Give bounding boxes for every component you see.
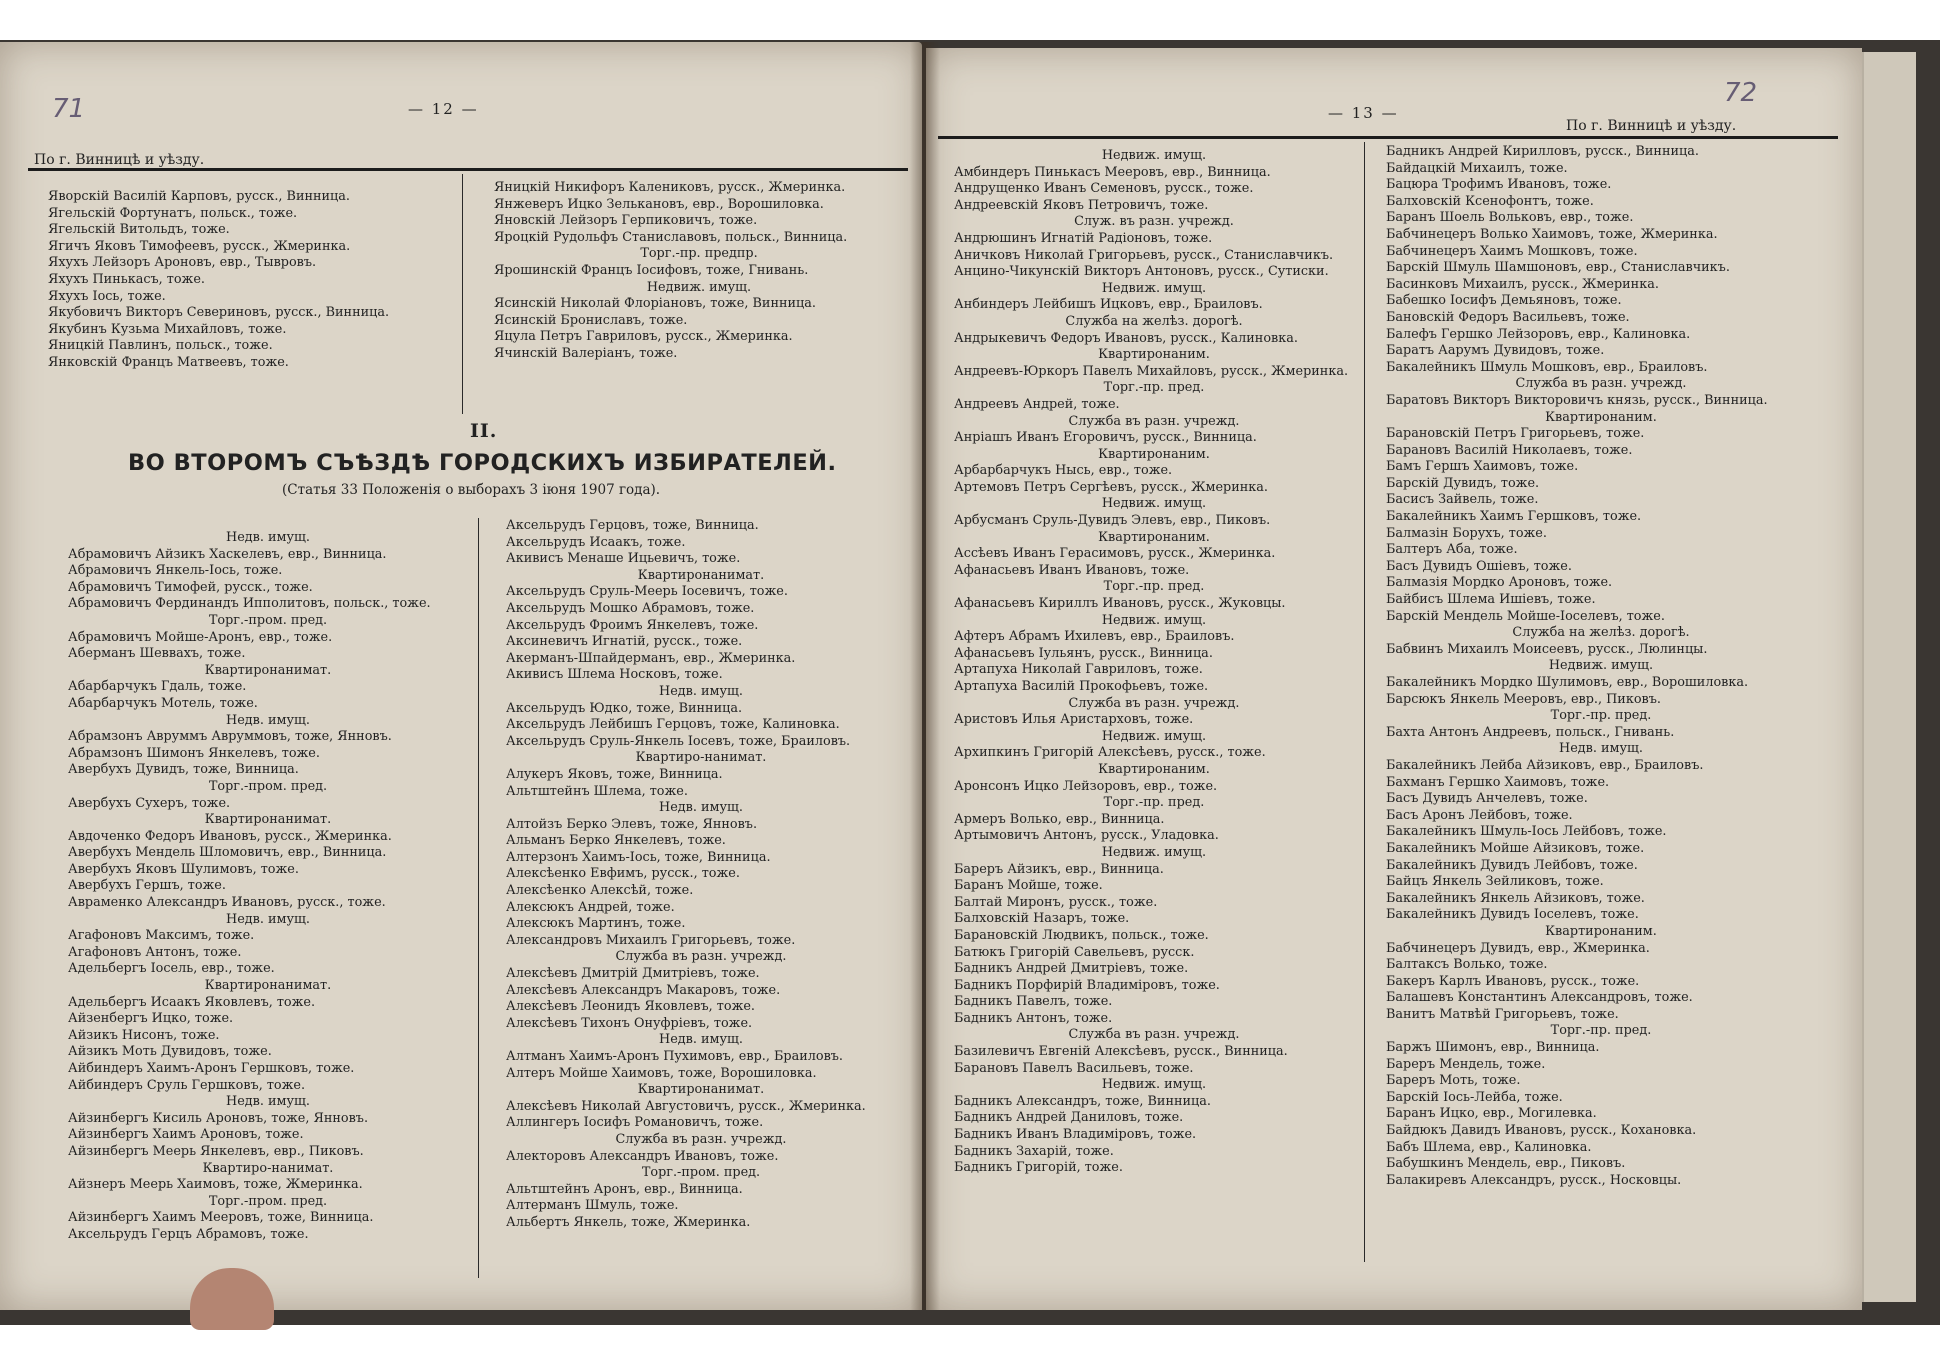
voter-entry: Бацюра Трофимъ Ивановъ, тоже. xyxy=(1386,177,1612,193)
category-subheading: Недвиж. имущ. xyxy=(1101,612,1207,628)
voter-entry: Абарбарчукъ Мотель, тоже. xyxy=(68,695,258,711)
category-subheading: Квартиро-нанимат. xyxy=(202,1160,334,1176)
voter-entry: Аксельрудъ Лейбишъ Герцовъ, тоже, Калиновка. xyxy=(506,717,840,733)
voter-entry: Бадникъ Захарій, тоже. xyxy=(954,1143,1114,1159)
column-divider-bottom-left xyxy=(478,518,479,1278)
voter-entry: Аксельрудъ Исаакъ, тоже. xyxy=(506,534,686,550)
right-page xyxy=(926,48,1862,1310)
voter-entry: Бамъ Гершъ Хаимовъ, тоже. xyxy=(1386,459,1579,475)
voter-entry: Барскій Дувидъ, тоже. xyxy=(1386,475,1540,491)
voter-entry: Байцъ Янкель Зейликовъ, тоже. xyxy=(1386,874,1604,890)
voter-entry: Айзинбергъ Меерь Янкелевъ, евр., Пиковъ. xyxy=(68,1143,364,1159)
category-subheading: Квартиронаним. xyxy=(1098,761,1210,777)
voter-entry: Авербухъ Мендель Шломовичъ, евр., Винница. xyxy=(68,845,387,861)
column-6 xyxy=(1386,144,1816,1189)
voter-entry: Яроцкій Рудольфъ Станиславовъ, польск., Винница. xyxy=(494,229,848,245)
voter-entry: Афанасьевъ Іульянъ, русск., Винница. xyxy=(954,645,1213,661)
voter-entry: Андрыкевичъ Федоръ Ивановъ, русск., Калиновка. xyxy=(954,330,1298,346)
voter-entry: Артапуха Василій Прокофьевъ, тоже. xyxy=(954,679,1209,694)
voter-entry: Аллингеръ Іосифъ Романовичъ, тоже. xyxy=(506,1115,764,1131)
voter-entry: Анбиндеръ Лейбишъ Ицковъ, евр., Браиловъ. xyxy=(954,297,1263,313)
pencil-mark-left: 71 xyxy=(52,94,86,124)
voter-entry: Аксельрудъ Герцъ Абрамовъ, тоже. xyxy=(68,1226,309,1242)
voter-entry: Алтманъ Хаимъ-Аронъ Пухимовъ, евр., Браиловъ. xyxy=(506,1049,843,1064)
voter-entry: Архипкинъ Григорій Алексѣевъ, русск., тоже. xyxy=(954,745,1266,761)
category-subheading: Недв. имущ. xyxy=(226,712,310,728)
voter-entry: Агафоновъ Максимъ, тоже. xyxy=(68,928,255,944)
voter-entry: Бановскій Федоръ Васильевъ, тоже. xyxy=(1386,309,1630,325)
voter-entry: Аксельрудъ Сруль-Янкель Іосевъ, тоже, Браиловъ. xyxy=(506,733,851,749)
voter-entry: Аксельрудъ Герцовъ, тоже, Винница. xyxy=(506,518,759,533)
category-subheading: Квартиронаним. xyxy=(1545,923,1657,939)
voter-entry: Андреевъ Андрей, тоже. xyxy=(954,396,1120,412)
category-subheading: Недвиж. имущ. xyxy=(1548,658,1654,674)
voter-entry: Бадникъ Андрей Даниловъ, тоже. xyxy=(954,1110,1184,1126)
column-2 xyxy=(494,180,904,363)
category-subheading: Торг.-пр. пред. xyxy=(1550,708,1652,724)
category-subheading: Служба въ разн. учрежд. xyxy=(1515,376,1687,392)
voter-entry: Адельбергъ Іосель, евр., тоже. xyxy=(68,961,275,977)
category-subheading: Квартиронанимат. xyxy=(204,978,332,994)
voter-entry: Баржъ Шимонъ, евр., Винница. xyxy=(1386,1040,1600,1056)
category-subheading: Недвиж. имущ. xyxy=(1101,728,1207,744)
voter-entry: Айзикъ Моть Дувидовъ, тоже. xyxy=(68,1044,272,1060)
category-subheading: Служба въ разн. учрежд. xyxy=(1068,695,1240,711)
voter-entry: Алтерзонъ Хаимъ-Іось, тоже, Винница. xyxy=(506,849,771,865)
voter-entry: Бадникъ Порфирій Владиміровъ, тоже. xyxy=(954,977,1220,993)
voter-entry: Авербухъ Сухеръ, тоже. xyxy=(68,795,231,811)
voter-entry: Баранъ Ицко, евр., Могилевка. xyxy=(1386,1106,1597,1122)
category-subheading: Квартиронаним. xyxy=(1098,529,1210,545)
voter-entry: Бабъ Шлема, евр., Калиновка. xyxy=(1386,1139,1592,1155)
category-subheading: Служба въ разн. учрежд. xyxy=(615,949,787,965)
category-subheading: Недв. имущ. xyxy=(659,683,743,699)
voter-entry: Балмазія Мордко Ароновъ, тоже. xyxy=(1386,575,1613,591)
voter-entry: Басисъ Зайвель, тоже. xyxy=(1386,492,1539,508)
voter-entry: Барскій Мендель Мойше-Іоселевъ, тоже. xyxy=(1386,608,1665,624)
category-subheading: Недв. имущ. xyxy=(226,530,310,545)
voter-entry: Альбертъ Янкель, тоже, Жмеринка. xyxy=(506,1214,751,1230)
category-subheading: Недвиж. имущ. xyxy=(1101,496,1207,512)
voter-entry: Барановъ Павелъ Васильевъ, тоже. xyxy=(954,1060,1194,1076)
voter-entry: Акерманъ-Шпайдерманъ, евр., Жмеринка. xyxy=(506,650,796,666)
voter-entry: Анцино-Чикунскій Викторъ Антоновъ, русск., Сутиски. xyxy=(954,264,1329,280)
voter-entry: Аксельрудъ Сруль-Меерь Іосевичъ, тоже. xyxy=(506,584,788,600)
voter-entry: Аберманъ Шеввахъ, тоже. xyxy=(68,646,246,662)
voter-entry: Айзикъ Нисонъ, тоже. xyxy=(68,1027,220,1043)
voter-entry: Бакалейникъ Лейба Айзиковъ, евр., Браиловъ. xyxy=(1386,757,1704,773)
column-3 xyxy=(68,530,468,1244)
voter-entry: Барановскій Петръ Григорьевъ, тоже. xyxy=(1386,426,1645,442)
voter-entry: Абрамзонъ Шимонъ Янкелевъ, тоже. xyxy=(68,745,320,761)
voter-entry: Балховскій Назаръ, тоже. xyxy=(954,911,1130,927)
voter-entry: Базилевичъ Евгеній Алексѣевъ, русск., Винница. xyxy=(954,1044,1288,1060)
voter-entry: Андреевскій Яковъ Петровичъ, тоже. xyxy=(954,197,1209,213)
category-subheading: Служба въ разн. учрежд. xyxy=(1068,413,1240,429)
column-4 xyxy=(506,518,896,1232)
voter-entry: Байдюкъ Давидъ Ивановъ, русск., Кохановка. xyxy=(1386,1123,1697,1139)
voter-entry: Алтойзъ Берко Элевъ, тоже, Янновъ. xyxy=(506,816,758,832)
voter-entry: Аристовъ Илья Аристарховъ, тоже. xyxy=(954,712,1194,728)
voter-entry: Бабчинецеръ Хаимъ Мошковъ, тоже. xyxy=(1386,243,1638,259)
voter-entry: Артапуха Николай Гавриловъ, тоже. xyxy=(954,662,1203,678)
category-subheading: Торг.-пр. пред. xyxy=(1103,795,1205,811)
category-subheading: Служба на желѣз. дорогѣ. xyxy=(1065,313,1243,329)
voter-entry: Ясинскій Брониславъ, тоже. xyxy=(494,312,688,328)
voter-entry: Бадникъ Иванъ Владиміровъ, тоже. xyxy=(954,1127,1197,1143)
voter-entry: Яхухъ Пинькасъ, тоже. xyxy=(48,271,205,287)
voter-entry: Амбиндеръ Пинькасъ Мееровъ, евр., Винница. xyxy=(954,164,1271,180)
running-header-left: По г. Винницѣ и уѣзду. xyxy=(34,152,205,168)
voter-entry: Яцула Петръ Гавриловъ, русск., Жмеринка. xyxy=(494,329,793,345)
voter-entry: Балховскій Ксенофонтъ, тоже. xyxy=(1386,193,1594,209)
voter-entry: Баранъ Шоель Вольковъ, евр., тоже. xyxy=(1386,210,1634,226)
voter-entry: Ягельскій Фортунатъ, польск., тоже. xyxy=(48,205,298,221)
voter-entry: Айзнеръ Меерь Хаимовъ, тоже, Жмеринка. xyxy=(68,1177,363,1193)
category-subheading: Служба въ разн. учрежд. xyxy=(1068,1027,1240,1043)
voter-entry: Авраменко Александръ Ивановъ, русск., тоже. xyxy=(68,895,386,911)
voter-entry: Бахманъ Гершко Хаимовъ, тоже. xyxy=(1386,774,1610,790)
voter-entry: Афанасьевъ Кириллъ Ивановъ, русск., Жуковцы. xyxy=(954,596,1286,612)
voter-entry: Бабешко Іосифъ Демьяновъ, тоже. xyxy=(1386,293,1622,309)
voter-entry: Андрущенко Иванъ Семеновъ, русск., тоже. xyxy=(954,181,1254,197)
category-subheading: Недвиж. имущ. xyxy=(1101,1077,1207,1093)
category-subheading: Квартиронанимат. xyxy=(637,567,765,583)
voter-entry: Алексѣенко Алексѣй, тоже. xyxy=(506,883,694,899)
voter-entry: Басъ Дувидъ Ошіевъ, тоже. xyxy=(1386,558,1572,574)
voter-entry: Абрамовичъ Тимофей, русск., тоже. xyxy=(68,579,313,595)
column-1 xyxy=(48,189,428,372)
category-subheading: Недв. имущ. xyxy=(226,1094,310,1110)
voter-entry: Арбусманъ Сруль-Дувидъ Элевъ, евр., Пиковъ. xyxy=(954,513,1271,529)
voter-entry: Балтай Миронъ, русск., тоже. xyxy=(954,894,1158,910)
header-rule-left xyxy=(28,168,908,171)
voter-entry: Артемовъ Петръ Сергѣевъ, русск., Жмеринка. xyxy=(954,479,1268,495)
voter-entry: Басъ Дувидъ Анчелевъ, тоже. xyxy=(1386,791,1588,807)
category-subheading: Торг.-пр. предпр. xyxy=(640,246,758,262)
pencil-mark-right: 72 xyxy=(1724,78,1758,108)
category-subheading: Торг.-пром. пред. xyxy=(641,1165,761,1181)
voter-entry: Алексюкъ Мартинъ, тоже. xyxy=(506,916,686,932)
voter-entry: Ванитъ Матвѣй Григорьевъ, тоже. xyxy=(1386,1006,1619,1022)
voter-entry: Алексѣевъ Александръ Макаровъ, тоже. xyxy=(506,982,781,998)
voter-entry: Ячинскій Валеріанъ, тоже. xyxy=(494,345,678,361)
voter-entry: Александровъ Михаилъ Григорьевъ, тоже. xyxy=(506,932,796,948)
voter-entry: Ясинскій Николай Флоріановъ, тоже, Винница. xyxy=(494,296,816,312)
voter-entry: Акивисъ Менаше Ицьевичъ, тоже. xyxy=(506,551,741,567)
voter-entry: Яхухъ Лейзоръ Ароновъ, евр., Тывровъ. xyxy=(48,255,317,271)
category-subheading: Квартиронанимат. xyxy=(204,812,332,828)
voter-entry: Бадникъ Григорій, тоже. xyxy=(954,1160,1123,1176)
category-subheading: Квартиро-нанимат. xyxy=(635,750,767,766)
category-subheading: Квартиронанимат. xyxy=(637,1082,765,1098)
voter-entry: Якубинъ Кузьма Михайловъ, тоже. xyxy=(48,321,287,337)
voter-entry: Бахта Антонъ Андреевъ, польск., Гнивань. xyxy=(1386,724,1675,740)
voter-entry: Анріашъ Иванъ Егоровичъ, русск., Винница. xyxy=(954,430,1257,446)
voter-entry: Адельбергъ Исаакъ Яковлевъ, тоже. xyxy=(68,994,316,1010)
column-5 xyxy=(954,148,1354,1177)
voter-entry: Бакалейникъ Шмуль-Іось Лейбовъ, тоже. xyxy=(1386,824,1667,840)
voter-entry: Батюкъ Григорій Савельевъ, русск. xyxy=(954,944,1195,960)
voter-entry: Бадникъ Андрей Кирилловъ, русск., Винница. xyxy=(1386,144,1699,159)
voter-entry: Баратовъ Викторъ Викторовичъ князь, русск., Винница. xyxy=(1386,392,1768,408)
voter-entry: Андрюшинъ Игнатій Радіоновъ, тоже. xyxy=(954,230,1213,246)
voter-entry: Авербухъ Гершъ, тоже. xyxy=(68,878,226,894)
voter-entry: Авдоченко Федоръ Ивановъ, русск., Жмеринка. xyxy=(68,828,392,844)
voter-entry: Байдацкій Михаилъ, тоже. xyxy=(1386,160,1568,176)
category-subheading: Торг.-пром. пред. xyxy=(208,1193,328,1209)
voter-entry: Байбисъ Шлема Ишіевъ, тоже. xyxy=(1386,592,1596,608)
voter-entry: Барскій Іось-Лейба, тоже. xyxy=(1386,1089,1563,1105)
voter-entry: Аронсонъ Ицко Лейзоровъ, евр., тоже. xyxy=(954,778,1218,794)
header-rule-right xyxy=(938,136,1838,139)
voter-entry: Афтеръ Абрамъ Ихилевъ, евр., Браиловъ. xyxy=(954,629,1235,645)
voter-entry: Алексѣевъ Дмитрій Дмитріевъ, тоже. xyxy=(506,966,760,982)
voter-entry: Бакалейникъ Шмуль Мошковъ, евр., Браиловъ. xyxy=(1386,359,1708,375)
voter-entry: Ассѣевъ Иванъ Герасимовъ, русск., Жмеринка. xyxy=(954,546,1276,562)
voter-entry: Яницкій Никифоръ Калениковъ, русск., Жмеринка. xyxy=(494,180,846,195)
category-subheading: Торг.-пр. пред. xyxy=(1103,380,1205,396)
category-subheading: Недвиж. имущ. xyxy=(646,279,752,295)
category-subheading: Торг.-пр. пред. xyxy=(1103,579,1205,595)
voter-entry: Бадникъ Александръ, тоже, Винница. xyxy=(954,1093,1211,1109)
voter-entry: Яницкій Павлинъ, польск., тоже. xyxy=(48,338,273,354)
category-subheading: Торг.-пр. пред. xyxy=(1550,1023,1652,1039)
voter-entry: Бадникъ Андрей Дмитріевъ, тоже. xyxy=(954,961,1189,977)
voter-entry: Яхухъ Іось, тоже. xyxy=(48,288,166,304)
voter-entry: Бабушкинъ Мендель, евр., Пиковъ. xyxy=(1386,1156,1626,1172)
voter-entry: Яновскій Лейзоръ Герпиковичъ, тоже. xyxy=(494,213,758,229)
column-divider-right xyxy=(1364,142,1365,1262)
category-subheading: Недв. имущ. xyxy=(1559,741,1643,757)
voter-entry: Альманъ Берко Янкелевъ, тоже. xyxy=(506,833,726,849)
category-subheading: Недв. имущ. xyxy=(659,800,743,816)
voter-entry: Алексѣенко Евфимъ, русск., тоже. xyxy=(506,866,740,882)
voter-entry: Бакалейникъ Дувидъ Лейбовъ, тоже. xyxy=(1386,857,1638,873)
column-divider-top-left xyxy=(462,174,463,414)
voter-entry: Ярошинскій Францъ Іосифовъ, тоже, Гнивань. xyxy=(494,262,809,278)
voter-entry: Барсюкъ Янкель Мееровъ, евр., Пиковъ. xyxy=(1386,691,1661,707)
voter-entry: Абрамовичъ Янкель-Іось, тоже. xyxy=(68,563,283,579)
voter-entry: Бакалейникъ Дувидъ Іоселевъ, тоже. xyxy=(1386,907,1639,923)
voter-entry: Агафоновъ Антонъ, тоже. xyxy=(68,944,242,960)
voter-entry: Бареръ Моть, тоже. xyxy=(1386,1073,1521,1089)
voter-entry: Бакеръ Карлъ Ивановъ, русск., тоже. xyxy=(1386,973,1640,989)
voter-entry: Якубовичъ Викторъ Севериновъ, русск., Винница. xyxy=(48,305,390,321)
category-subheading: Недвиж. имущ. xyxy=(1101,280,1207,296)
category-subheading: Торг.-пром. пред. xyxy=(208,612,328,628)
voter-entry: Абрамзонъ Авруммъ Авруммовъ, тоже, Янновъ. xyxy=(68,729,392,745)
voter-entry: Абарбарчукъ Гдаль, тоже. xyxy=(68,679,247,695)
voter-entry: Алекторовъ Александръ Ивановъ, тоже. xyxy=(506,1148,779,1164)
voter-entry: Барановскій Людвикъ, польск., тоже. xyxy=(954,927,1209,943)
voter-entry: Аксельрудъ Мошко Абрамовъ, тоже. xyxy=(506,600,755,616)
section-title: ВО ВТОРОМЪ СЪѢЗДѢ ГОРОДСКИХЪ ИЗБИРАТЕЛЕЙ. xyxy=(128,450,837,476)
voter-entry: Алексѣевъ Леонидъ Яковлевъ, тоже. xyxy=(506,999,755,1015)
voter-entry: Янковскій Францъ Матвеевъ, тоже. xyxy=(48,354,289,370)
voter-entry: Арбарбарчукъ Нысь, евр., тоже. xyxy=(954,463,1173,479)
category-subheading: Недвиж. имущ. xyxy=(1101,148,1207,163)
category-subheading: Квартиронаним. xyxy=(1545,409,1657,425)
voter-entry: Балефъ Гершко Лейзоровъ, евр., Калиновка. xyxy=(1386,326,1691,342)
category-subheading: Служба на желѣз. дорогѣ. xyxy=(1512,625,1690,641)
voter-entry: Барановъ Василій Николаевъ, тоже. xyxy=(1386,442,1633,458)
book-gutter xyxy=(910,42,940,1310)
voter-entry: Балтаксъ Волько, тоже. xyxy=(1386,957,1548,973)
voter-entry: Балмазін Борухъ, тоже. xyxy=(1386,525,1547,541)
category-subheading: Квартиронаним. xyxy=(1098,446,1210,462)
category-subheading: Служба въ разн. учрежд. xyxy=(615,1131,787,1147)
section-subtitle: (Статья 33 Положенія о выборахъ 3 іюня 1907 года). xyxy=(282,482,661,498)
voter-entry: Бакалейникъ Мойше Айзиковъ, тоже. xyxy=(1386,840,1645,856)
voter-entry: Афанасьевъ Иванъ Ивановъ, тоже. xyxy=(954,562,1190,578)
voter-entry: Бакалейникъ Янкель Айзиковъ, тоже. xyxy=(1386,890,1645,906)
voter-entry: Аксиневичъ Игнатій, русск., тоже. xyxy=(506,634,743,650)
voter-entry: Ягичъ Яковъ Тимофеевъ, русск., Жмеринка. xyxy=(48,238,351,254)
voter-entry: Бадникъ Антонъ, тоже. xyxy=(954,1010,1113,1026)
voter-entry: Айзинбергъ Хаимъ Мееровъ, тоже, Винница. xyxy=(68,1210,374,1226)
voter-entry: Авербухъ Яковъ Шулимовъ, тоже. xyxy=(68,861,299,877)
voter-entry: Акивисъ Шлема Носковъ, тоже. xyxy=(506,667,723,683)
voter-entry: Балашевъ Константинъ Александровъ, тоже. xyxy=(1386,990,1693,1006)
voter-entry: Айбиндеръ Хаимъ-Аронъ Гершковъ, тоже. xyxy=(68,1061,355,1076)
category-subheading: Квартиронанимат. xyxy=(204,662,332,678)
voter-entry: Алексѣевъ Тихонъ Онуфріевъ, тоже. xyxy=(506,1015,753,1031)
voter-entry: Басъ Аронъ Лейбовъ, тоже. xyxy=(1386,807,1573,823)
voter-entry: Абрамовичъ Айзикъ Хаскелевъ, евр., Винница. xyxy=(68,546,387,562)
left-page xyxy=(0,42,922,1310)
voter-entry: Бабчинецеръ Волько Хаимовъ, тоже, Жмеринка. xyxy=(1386,226,1718,242)
running-header-right: По г. Винницѣ и уѣзду. xyxy=(1566,118,1737,134)
voter-entry: Альтштейнъ Аронъ, евр., Винница. xyxy=(506,1181,743,1197)
voter-entry: Айзенбергъ Ицко, тоже. xyxy=(68,1011,234,1027)
category-subheading: Торг.-пром. пред. xyxy=(208,778,328,794)
voter-entry: Авербухъ Дувидъ, тоже, Винница. xyxy=(68,762,299,778)
voter-entry: Яворскій Василій Карповъ, русск., Винница. xyxy=(48,189,350,204)
category-subheading: Недв. имущ. xyxy=(659,1032,743,1048)
category-subheading: Служ. въ разн. учрежд. xyxy=(1074,214,1234,230)
voter-entry: Аксельрудъ Фроимъ Янкелевъ, тоже. xyxy=(506,617,759,633)
voter-entry: Алексѣевъ Николай Августовичъ, русск., Жмеринка. xyxy=(506,1098,866,1114)
voter-entry: Альтштейнъ Шлема, тоже. xyxy=(506,783,688,799)
voter-entry: Армеръ Волько, евр., Винница. xyxy=(954,811,1165,827)
voter-entry: Бакалейникъ Хаимъ Гершковъ, тоже. xyxy=(1386,509,1642,525)
page-number-left: — 12 — xyxy=(408,100,479,118)
voter-entry: Басинковъ Михаилъ, русск., Жмеринка. xyxy=(1386,276,1659,292)
voter-entry: Алтеръ Мойше Хаимовъ, тоже, Ворошиловка. xyxy=(506,1065,817,1081)
section-number: II. xyxy=(470,420,498,442)
voter-entry: Артымовичъ Антонъ, русск., Уладовка. xyxy=(954,828,1219,844)
voter-entry: Алексюкъ Андрей, тоже. xyxy=(506,899,675,915)
voter-entry: Бареръ Мендель, тоже. xyxy=(1386,1056,1546,1072)
voter-entry: Айбиндеръ Сруль Гершковъ, тоже. xyxy=(68,1077,306,1093)
voter-entry: Аксельрудъ Юдко, тоже, Винница. xyxy=(506,700,743,716)
voter-entry: Бабчинецеръ Дувидъ, евр., Жмеринка. xyxy=(1386,940,1650,956)
voter-entry: Андреевъ-Юркоръ Павелъ Михайловъ, русск., Жмеринка. xyxy=(954,363,1349,379)
voter-entry: Бареръ Айзикъ, евр., Винница. xyxy=(954,861,1164,877)
voter-entry: Балакиревъ Александръ, русск., Носковцы. xyxy=(1386,1172,1682,1188)
voter-entry: Балтеръ Аба, тоже. xyxy=(1386,542,1518,558)
voter-entry: Айзинбергъ Кисиль Ароновъ, тоже, Янновъ. xyxy=(68,1110,369,1126)
voter-entry: Аничковъ Николай Григорьевъ, русск., Станиславчикъ. xyxy=(954,247,1334,263)
voter-entry: Баранъ Мойше, тоже. xyxy=(954,878,1103,894)
page-number-right: — 13 — xyxy=(1328,104,1399,122)
category-subheading: Недвиж. имущ. xyxy=(1101,844,1207,860)
book-page-edge xyxy=(1862,52,1916,1302)
voter-entry: Абрамовичъ Фердинандъ Ипполитовъ, польск., тоже. xyxy=(68,596,431,612)
voter-entry: Бадникъ Павелъ, тоже. xyxy=(954,994,1113,1010)
voter-entry: Айзинбергъ Хаимъ Ароновъ, тоже. xyxy=(68,1127,304,1143)
voter-entry: Бабвинъ Михаилъ Моисеевъ, русск., Люлинцы. xyxy=(1386,641,1708,657)
category-subheading: Квартиронаним. xyxy=(1098,347,1210,363)
voter-entry: Ягельскій Витольдъ, тоже. xyxy=(48,222,230,238)
voter-entry: Алукеръ Яковъ, тоже, Винница. xyxy=(506,766,723,782)
voter-entry: Баратъ Аарумъ Дувидовъ, тоже. xyxy=(1386,343,1605,359)
voter-entry: Янжеверъ Ицко Зелькановъ, евр., Ворошиловка. xyxy=(494,196,824,212)
voter-entry: Алтерманъ Шмуль, тоже. xyxy=(506,1198,679,1214)
voter-entry: Абрамовичъ Мойше-Аронъ, евр., тоже. xyxy=(68,629,333,645)
category-subheading: Недв. имущ. xyxy=(226,911,310,927)
voter-entry: Барскій Шмуль Шамшоновъ, евр., Станиславчикъ. xyxy=(1386,260,1730,276)
voter-entry: Бакалейникъ Мордко Шулимовъ, евр., Ворошиловка. xyxy=(1386,675,1749,690)
